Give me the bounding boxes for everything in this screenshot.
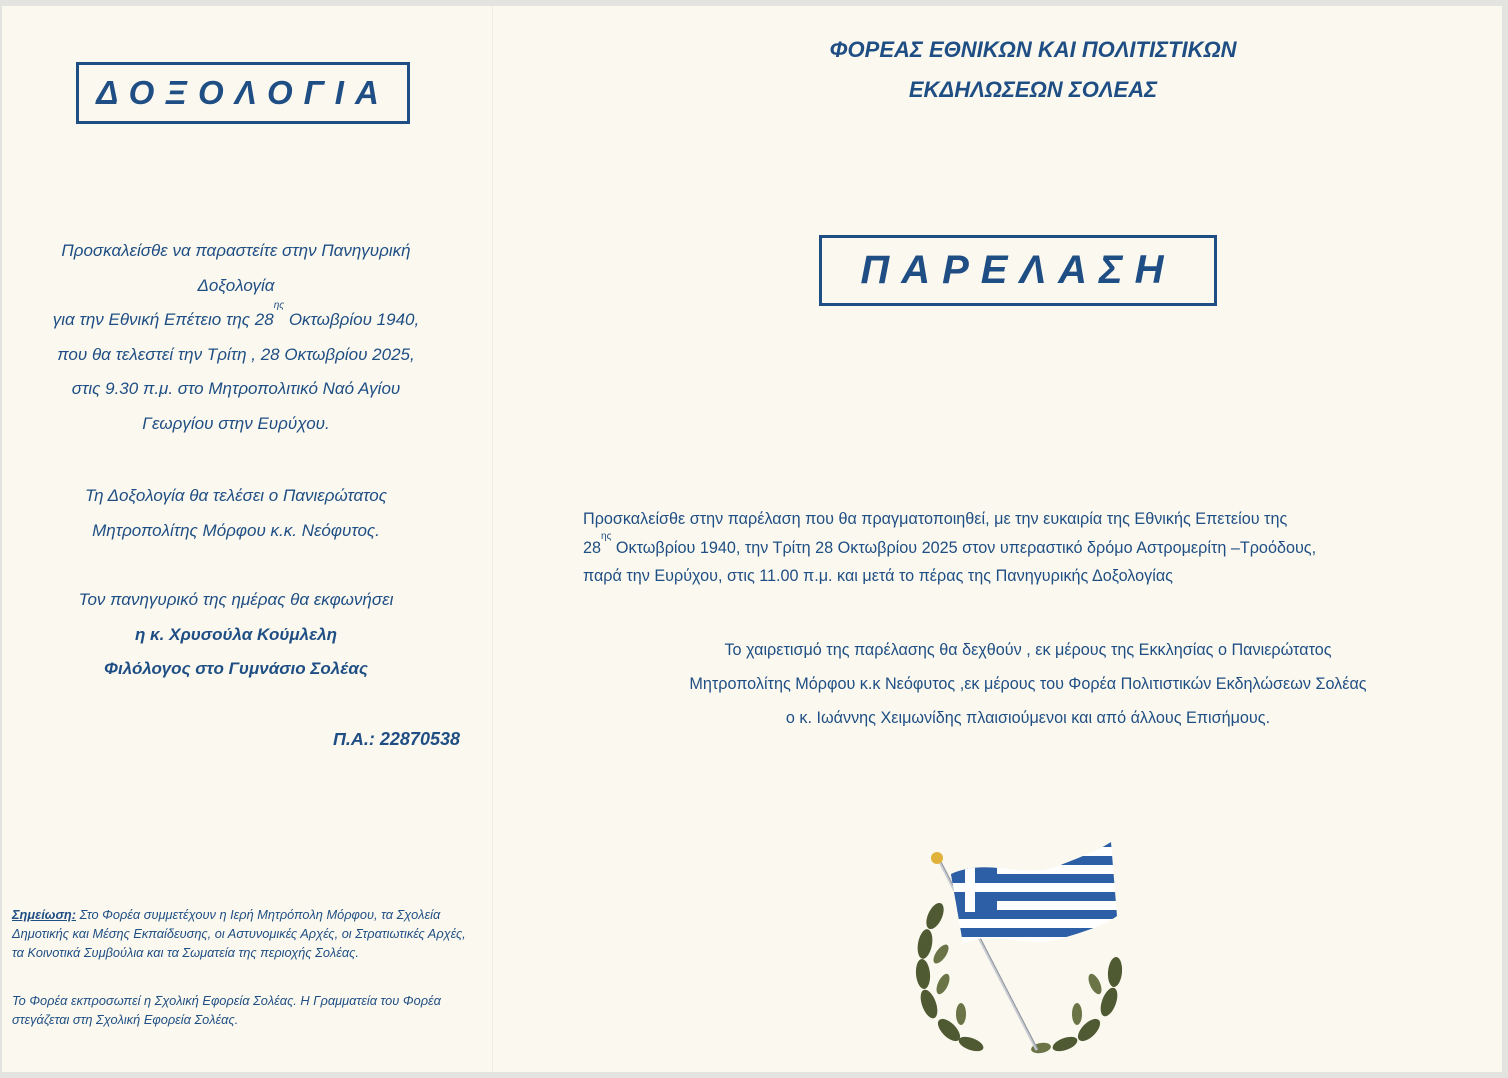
note-paragraph xyxy=(12,905,472,962)
right-panel xyxy=(493,6,1502,1072)
note-paragraph-2: Το Φορέα εκπροσωπεί η Σχολική Εφορεία Σολέας. Η Γραμματεία του Φορέα στεγάζεται στη Σχολική Εφορεία Σολέας. xyxy=(12,993,441,1027)
invitation-line: Γεωργίου στην Ευρύχου. xyxy=(142,413,330,433)
celebrant-text xyxy=(16,479,456,548)
invitation-fragment: Οκτωβρίου 1940, xyxy=(284,310,420,329)
speaker-name: η κ. Χρυσούλα Κούμλελη xyxy=(134,624,338,644)
speaker-line: Τον πανηγυρικό της ημέρας θα εκφωνήσει xyxy=(78,590,394,609)
note-label: Σημείωση: xyxy=(12,907,77,922)
celebrant-line: Τη Δοξολογία θα τελέσει ο Πανιερώτατος xyxy=(84,486,387,505)
salute-line: Το χαιρετισμό της παρέλασης θα δεχθούν , εκ μέρους της Εκκλησίας ο Πανιερώτατος xyxy=(724,641,1332,659)
invitation-line: Δοξολογία xyxy=(197,275,275,295)
note-text: Στο Φορέα συμμετέχουν η Ιερή Μητρόπολη Μόρφου, τα Σχολεία Δημοτικής και Μέσης Εκπαίδευσης, οι Αστυνομικές Αρχές, οι Στρατιωτικές Αρχές, τα Κοινοτικά Συμβούλια και τα Σωματεία της περιοχής Σολέας. xyxy=(12,907,466,960)
salute-line: Μητροπολίτης Μόρφου κ.κ Νεόφυτος ,εκ μέρους του Φορέα Πολιτιστικών Εκδηλώσεων Σολέας xyxy=(689,675,1367,693)
left-panel xyxy=(2,6,492,1072)
parade-paragraph xyxy=(583,505,1488,591)
ordinal-suffix: ης xyxy=(273,300,285,311)
speaker-text xyxy=(16,583,456,687)
invitation-line: που θα τελεστεί την Τρίτη , 28 Οκτωβρίου 2025, xyxy=(57,344,415,364)
speaker-role: Φιλόλογος στο Γυμνάσιο Σολέας xyxy=(104,659,368,678)
parade-line: παρά την Ευρύχου, στις 11.00 π.μ. και μετά το πέρας της Πανηγυρικής Δοξολογίας xyxy=(583,567,1173,585)
salute-line: ο κ. Ιωάννης Χειμωνίδης πλαισιούμενοι και από άλλους Επισήμους. xyxy=(785,709,1271,727)
ordinal-suffix: ης xyxy=(601,530,612,542)
invitation-fragment: για την Εθνική Επέτειο της 28 xyxy=(52,310,274,329)
invitation-line: στις 9.30 π.μ. στο Μητροπολιτικό Ναό Αγίου xyxy=(71,379,401,398)
doxologia-title: ΔΟΞΟΛΟΓΙΑ xyxy=(76,62,410,124)
organization-heading xyxy=(773,30,1293,110)
parade-title: ΠΑΡΕΛΑΣΗ xyxy=(819,235,1217,306)
parade-fragment: 28 xyxy=(583,538,602,557)
invitation-sheet xyxy=(2,6,1502,1072)
doxology-invitation xyxy=(16,234,456,441)
parade-fragment: Οκτωβρίου 1940, την Τρίτη 28 Οκτωβρίου 2025 στον υπεραστικό δρόμο Αστρομερίτη –Τροόδους, xyxy=(611,538,1317,557)
salute-paragraph xyxy=(593,633,1463,735)
parade-line xyxy=(583,530,1488,563)
parade-line: Προσκαλείσθε στην παρέλαση που θα πραγματοποιηθεί, με την ευκαιρία της Εθνικής Επετείου της xyxy=(583,510,1288,528)
invitation-line: Προσκαλείσθε να παραστείτε στην Πανηγυρική xyxy=(61,241,411,260)
invitation-line xyxy=(16,300,456,338)
phone-number: Π.Α.: 22870538 xyxy=(332,729,460,749)
celebrant-line: Μητροπολίτης Μόρφου κ.κ. Νεόφυτος. xyxy=(92,520,380,540)
organization-line: ΦΟΡΕΑΣ ΕΘΝΙΚΩΝ ΚΑΙ ΠΟΛΙΤΙΣΤΙΚΩΝ xyxy=(829,37,1237,62)
organization-line: ΕΚΔΗΛΩΣΕΩΝ ΣΟΛΕΑΣ xyxy=(908,77,1158,102)
greek-flag-laurel-wreath-icon xyxy=(913,834,1125,1056)
